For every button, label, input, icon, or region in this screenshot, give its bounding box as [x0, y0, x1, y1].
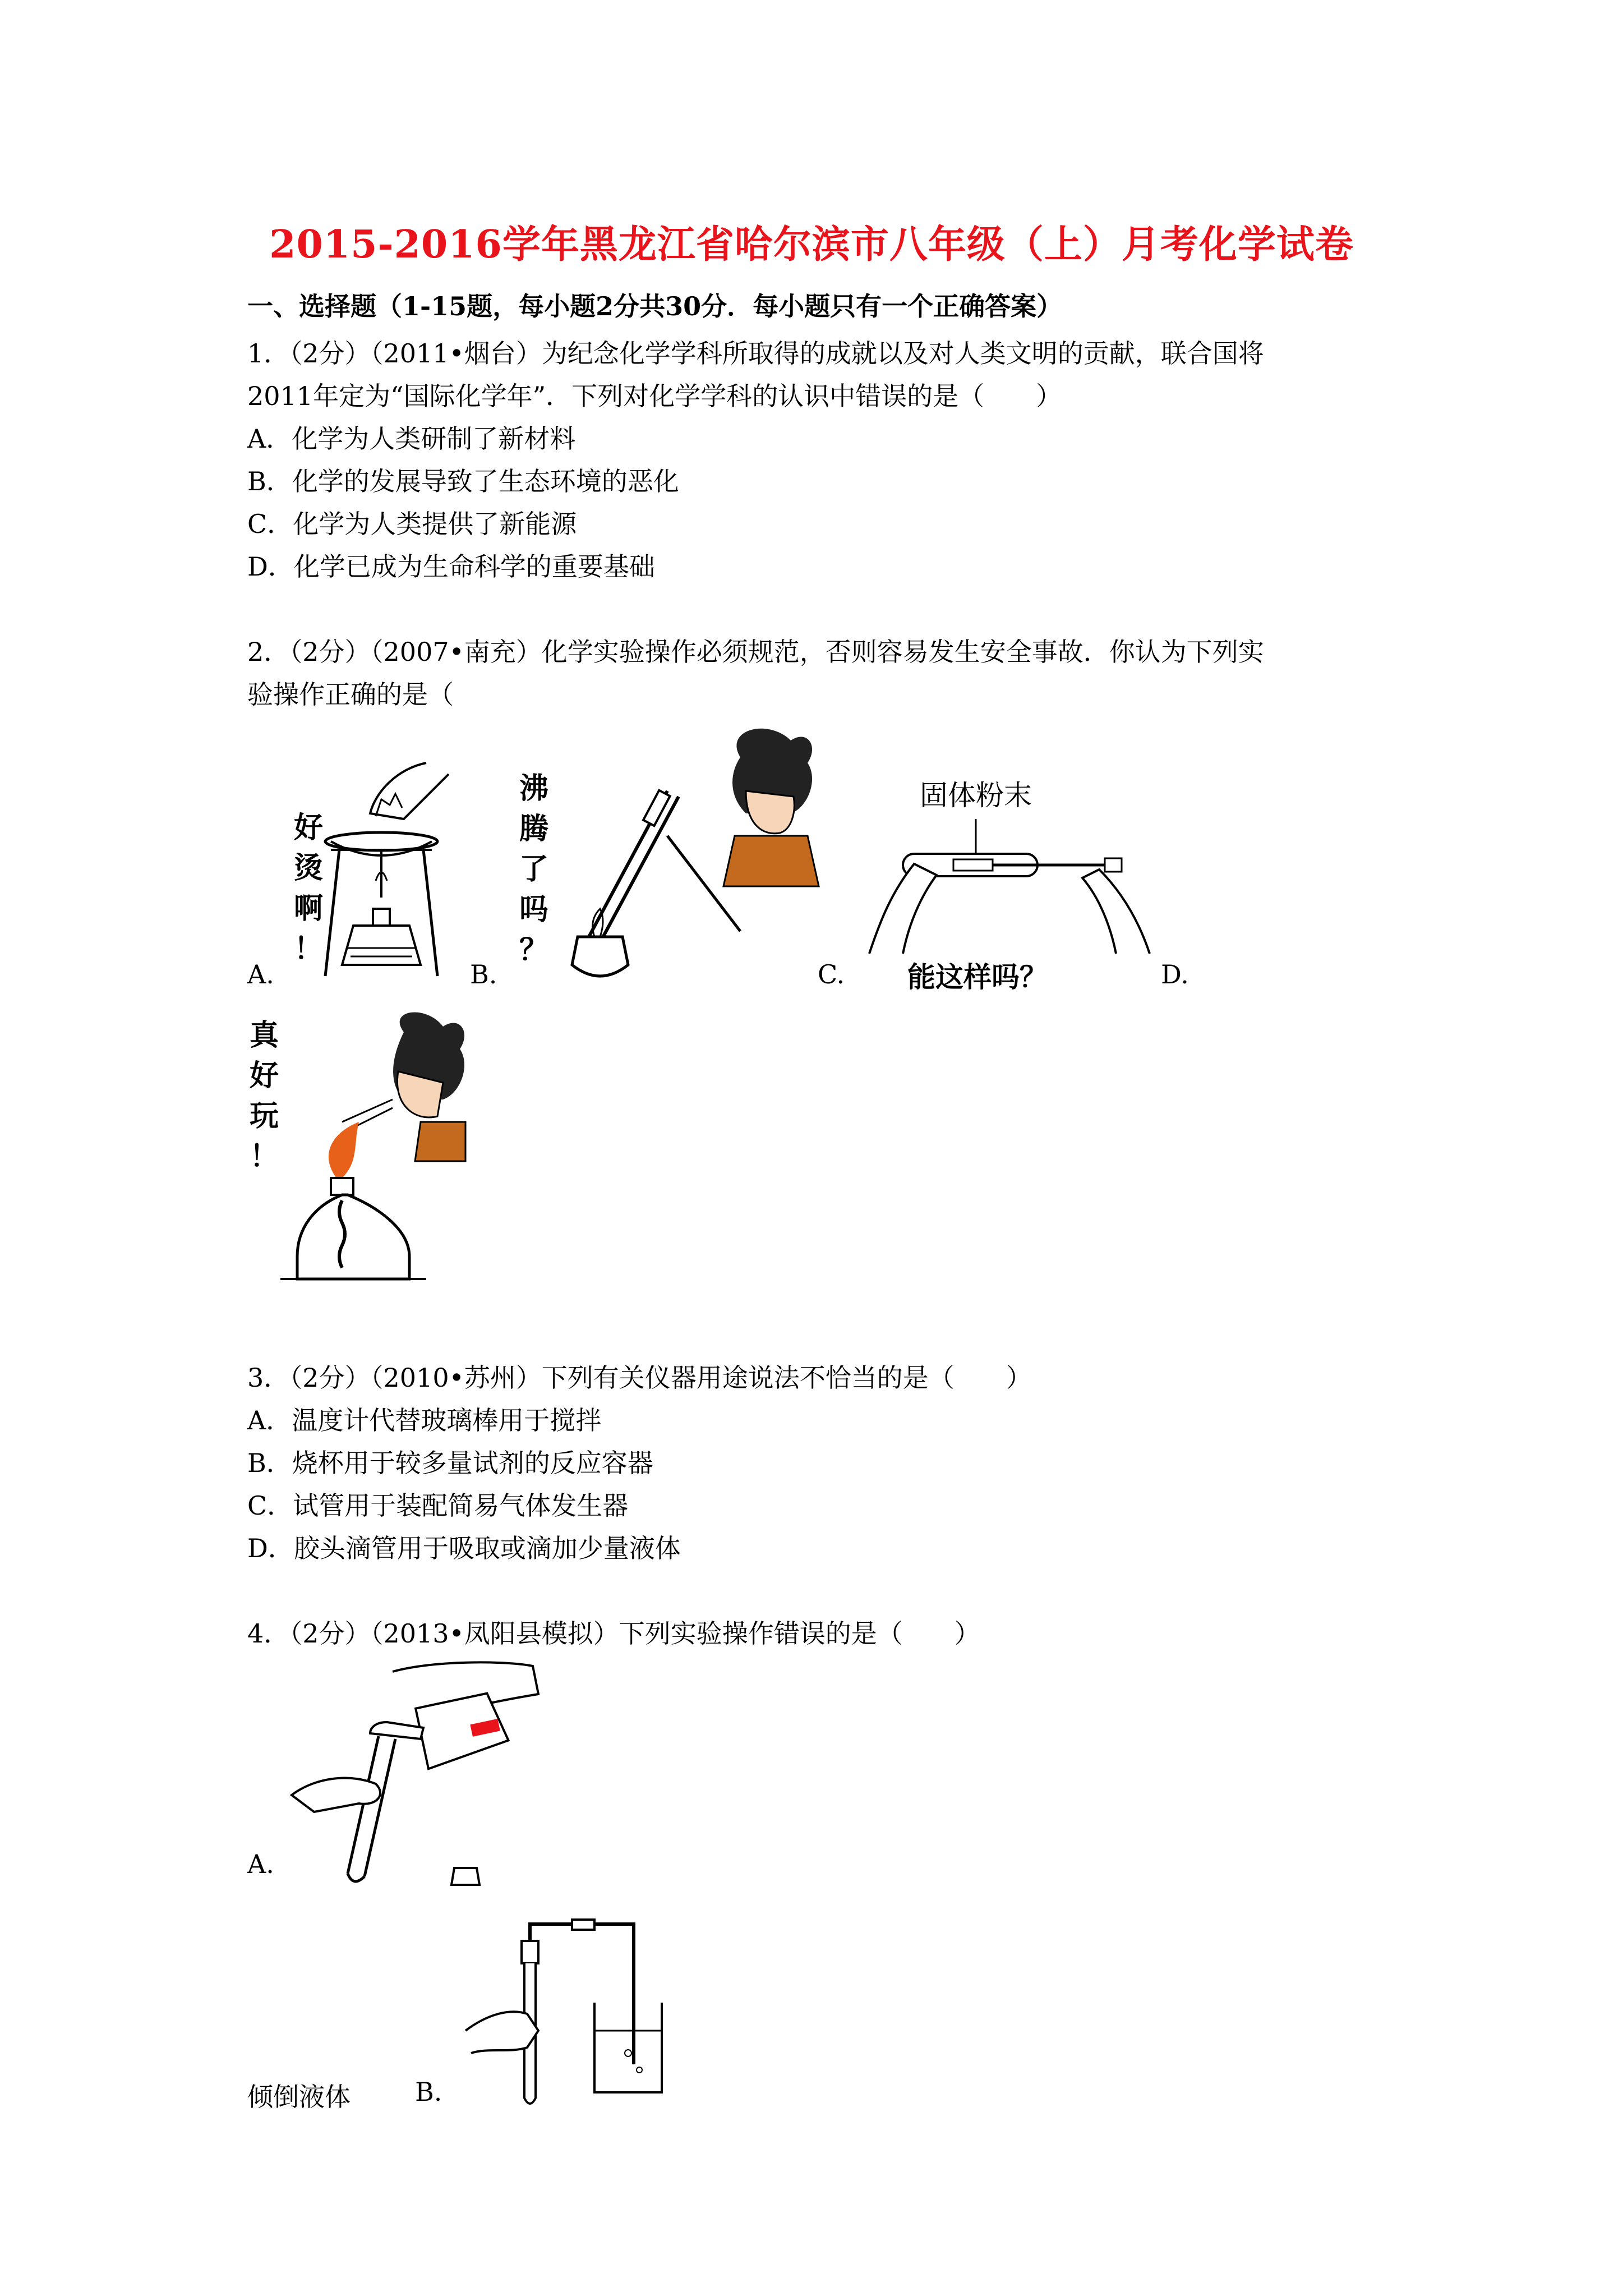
exam-title: 2015-2016学年黑龙江省哈尔滨市八年级（上）月考化学试卷 — [269, 222, 1354, 267]
q2-option-a-label[interactable]: A. — [247, 959, 274, 990]
q4-stem-line-1: 4．（2分）（2013•凤阳县模拟）下列实验操作错误的是（ ） — [247, 1618, 980, 1649]
caption-char: 好 — [249, 1059, 279, 1093]
q2-c-caption-top: 固体粉末 — [920, 779, 1032, 812]
caption-char: 玩 — [249, 1099, 279, 1133]
q2-stem-line-1: 2．（2分）（2007•南充）化学实验操作必须规范，否则容易发生安全事故．你认为下列实 — [247, 637, 1264, 667]
q1-stem-line-1: 1．（2分）（2011•烟台）为纪念化学学科所取得的成就以及对人类文明的贡献，联合国将 — [247, 338, 1264, 369]
q4-option-a-caption: 倾倒液体 — [247, 2082, 351, 2112]
q1-stem-line-2: 2011年定为“国际化学年”．下列对化学学科的认识中错误的是（ ） — [247, 381, 1062, 411]
q3-option-c[interactable]: C．试管用于装配简易气体发生器 — [247, 1490, 629, 1521]
caption-char: ？ — [519, 933, 548, 967]
q1-option-a[interactable]: A．化学为人类研制了新材料 — [247, 424, 576, 454]
q1-option-d[interactable]: D．化学已成为生命科学的重要基础 — [247, 551, 655, 582]
caption-char: ！ — [249, 1140, 279, 1174]
heating-test-tube-illustration — [555, 724, 824, 987]
solid-powder-illustration — [858, 813, 1161, 959]
q2-stem-line-2: 验操作正确的是（ — [247, 679, 454, 710]
q1-option-c[interactable]: C．化学为人类提供了新能源 — [247, 509, 577, 539]
q4-option-b-label[interactable]: B. — [415, 2077, 442, 2107]
caption-char: 真 — [249, 1019, 279, 1052]
section-heading: 一、选择题（1-15题，每小题2分共30分．每小题只有一个正确答案） — [247, 291, 1063, 321]
q3-stem-line-1: 3．（2分）（2010•苏州）下列有关仪器用途说法不恰当的是（ ） — [247, 1363, 1032, 1393]
q2-option-d-label[interactable]: D. — [1161, 959, 1189, 990]
q4-option-a-label[interactable]: A. — [247, 1849, 274, 1879]
q3-option-d[interactable]: D．胶头滴管用于吸取或滴加少量液体 — [247, 1533, 681, 1563]
alcohol-lamp-illustration — [280, 1010, 494, 1313]
q1-option-b[interactable]: B．化学的发展导致了生态环境的恶化 — [247, 466, 679, 496]
caption-char: 啊 — [293, 892, 323, 926]
evaporating-dish-illustration — [314, 752, 471, 987]
q2-option-b-label[interactable]: B. — [470, 959, 497, 990]
airtightness-check-illustration — [460, 1918, 684, 2109]
q2-b-caption — [517, 769, 551, 970]
q2-option-c-label[interactable]: C. — [818, 959, 845, 990]
caption-char: 烫 — [293, 852, 323, 885]
q2-c-caption-bottom: 能这样吗？ — [907, 961, 1048, 993]
caption-char: 吗 — [519, 893, 548, 927]
q3-option-b[interactable]: B．烧杯用于较多量试剂的反应容器 — [247, 1448, 653, 1478]
q2-d-caption — [247, 1015, 281, 1177]
caption-char: 好 — [293, 811, 323, 845]
caption-char: 沸 — [519, 772, 548, 806]
caption-char: 了 — [519, 853, 548, 886]
caption-char: 腾 — [519, 812, 548, 846]
pouring-liquid-illustration — [292, 1660, 550, 1896]
q3-option-a[interactable]: A．温度计代替玻璃棒用于搅拌 — [247, 1405, 602, 1435]
caption-char: ！ — [293, 932, 323, 966]
